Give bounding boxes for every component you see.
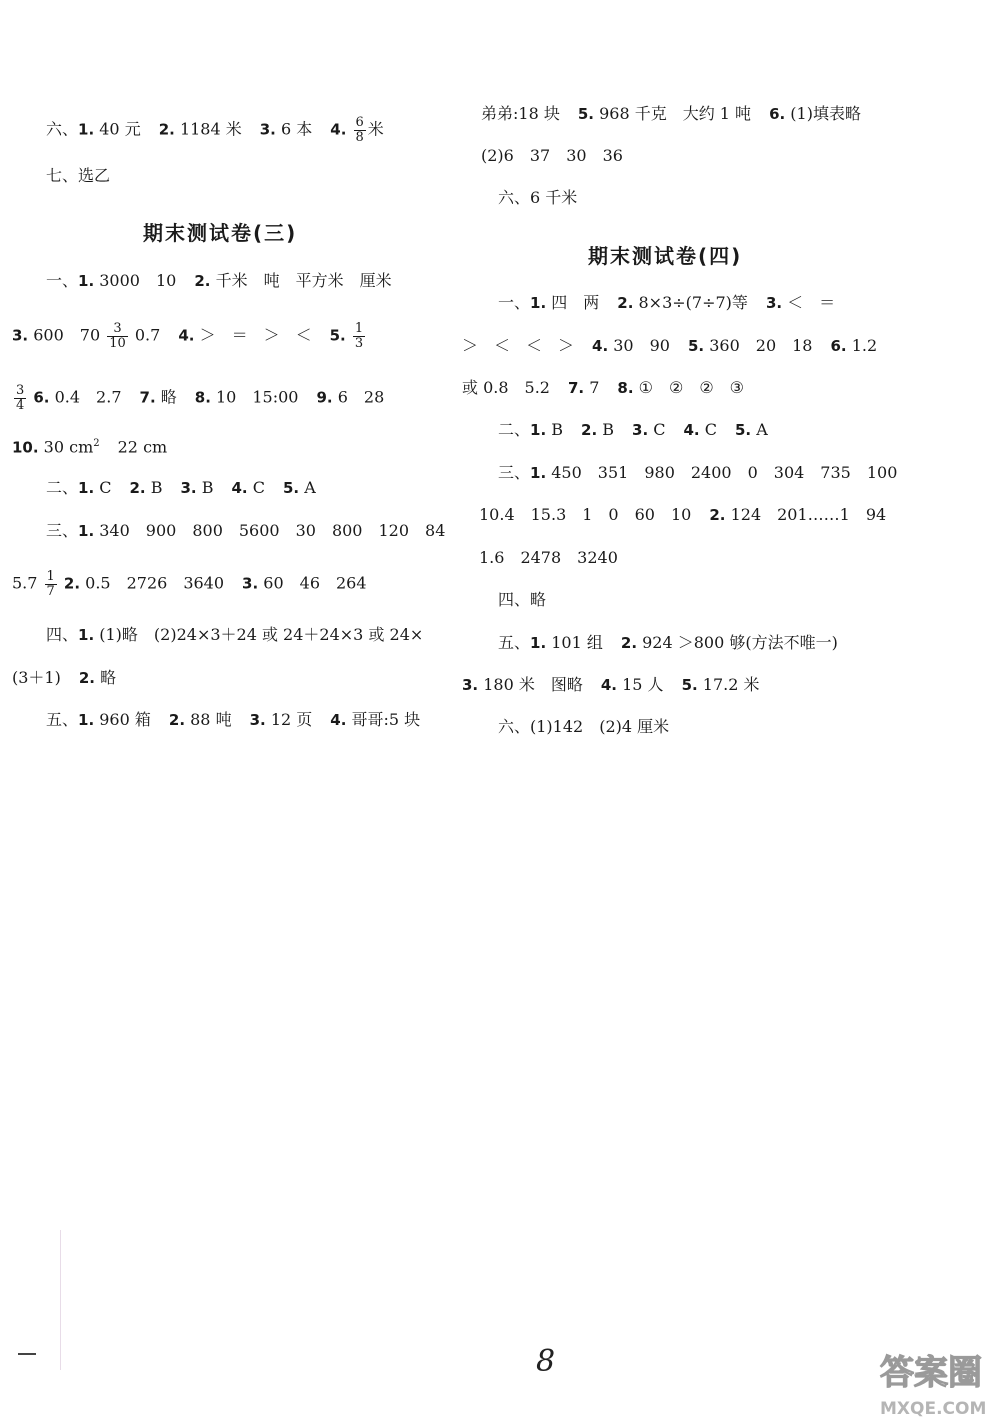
answer-line: 一、1. 四 两 2. 8×3÷(7÷7)等 3. ＜ ＝ [498,293,836,312]
answer-line: 一、1. 3000 10 2. 千米 吨 平方米 厘米 [46,271,392,290]
answer-line: 四、1. (1)略 (2)24×3＋24 或 24＋24×3 或 24× [46,625,424,644]
answer-line: 10.4 15.3 1 0 60 10 2. 124 201……1 94 [479,505,887,524]
fraction: $\frac{1}{7}$ [46,569,55,599]
answer-line: 六、6 千米 [498,188,578,207]
answer-line: 3. 600 70 $\frac{3}{10}$ 0.7 4. ＞ ＝ ＞ ＜ 5. $\frac{1}{3}$ [12,321,364,351]
answer-line: 五、1. 960 箱 2. 88 吨 3. 12 页 4. 哥哥:5 块 [46,710,421,729]
answer-line: (2)6 37 30 36 [481,146,623,165]
answer-line: 3. 180 米 图略 4. 15 人 5. 17.2 米 [462,675,760,694]
answer-line: 10. 30 $cm^2$ 22 cm [12,437,168,457]
answer-line: 三、1. 450 351 980 2400 0 304 735 100 [498,463,898,482]
answer-line: 弟弟:18 块 5. 968 千克 大约 1 吨 6. (1)填表略 [481,104,861,123]
answer-line: 三、1. 340 900 800 5600 30 800 120 84 [46,521,446,540]
answer-line: 二、1. B 2. B 3. C 4. C 5. A [498,420,768,439]
answer-line: 或 0.8 5.2 7. 7 8. ① ② ② ③ [462,378,745,397]
watermark-url: MXQE.COM [880,1399,987,1419]
fraction: $\frac{3}{10}$ [109,321,126,351]
watermark-text: 答案圈 [880,1353,982,1393]
answer-line: 二、1. C 2. B 3. B 4. C 5. A [46,478,316,497]
section-title: 期末测试卷(三) [143,221,298,245]
answer-line: 五、1. 101 组 2. 924 ＞800 够(方法不唯一) [498,633,838,652]
answer-line: 四、略 [498,590,547,609]
answer-line: 六、1. 40 元 2. 1184 米 3. 6 本 4. $\frac{6}{8}$ 米 [46,115,384,145]
page-edge-dash [18,1353,36,1355]
answer-line: 七、选乙 [46,166,111,185]
page-edge-mark [60,1230,61,1370]
fraction: $\frac{1}{3}$ [354,321,364,351]
answer-line: 5.7 $\frac{1}{7}$ 2. 0.5 2726 3640 3. 60 46 264 [12,569,367,599]
fraction: $\frac{6}{8}$ [355,115,364,145]
fraction: $\frac{3}{4}$ [16,383,25,413]
watermark-logo [876,1346,996,1421]
answer-line: ＞ ＜ ＜ ＞ 4. 30 90 5. 360 20 18 6. 1.2 [462,336,878,355]
page-number: 8 [536,1344,556,1379]
answer-line: (3＋1) 2. 略 [12,668,117,687]
section-title: 期末测试卷(四) [588,244,743,268]
answer-line: 1.6 2478 3240 [479,548,618,567]
answer-line: 六、(1)142 (2)4 厘米 [498,717,670,736]
answer-line: $\frac{3}{4}$ 6. 0.4 2.7 7. 略 8. 10 15:00 9. 6 28 [16,383,385,413]
